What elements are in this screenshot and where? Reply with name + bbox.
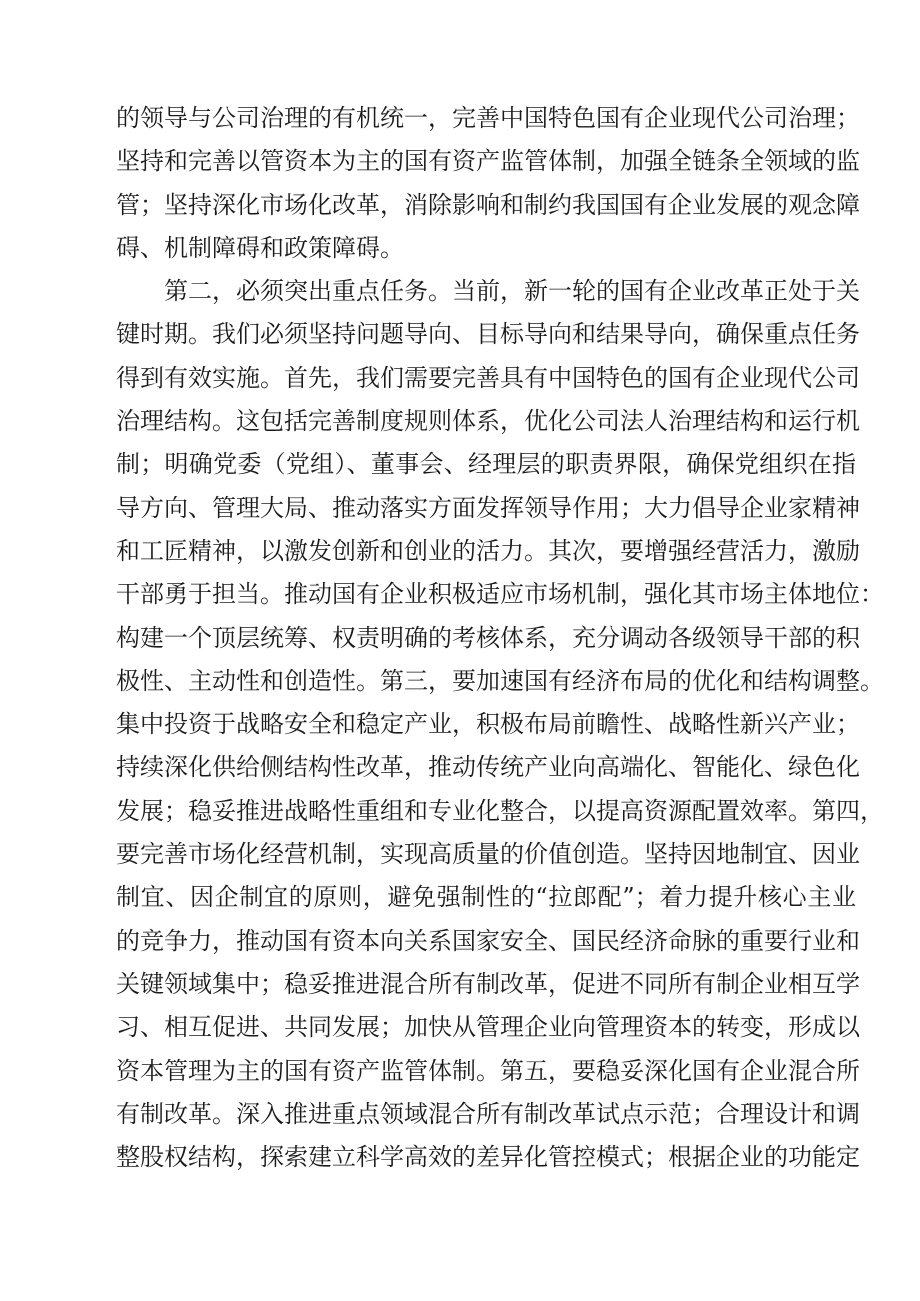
paragraph-start-line: 第二，必须突出重点任务。当前，新一轮的国有企业改革正处于关 (164, 277, 860, 306)
text-line: 集中投资于战略安全和稳定产业，积极布局前瞻性、战略性新兴产业； (116, 710, 860, 739)
text-line: 资本管理为主的国有资产监管体制。第五，要稳妥深化国有企业混合所 (116, 1056, 860, 1085)
text-line: 坚持和完善以管资本为主的国有资产监管体制，加强全链条全领域的监 (116, 147, 860, 176)
text-line: 整股权结构，探索建立科学高效的差异化管控模式；根据企业的功能定 (116, 1143, 860, 1172)
text-line: 极性、主动性和创造性。第三，要加速国有经济布局的优化和结构调整。 (116, 666, 884, 695)
text-line: 干部勇于担当。推动国有企业积极适应市场机制，强化其市场主体地位： (116, 580, 884, 609)
text-line: 的领导与公司治理的有机统一，完善中国特色国有企业现代公司治理； (116, 104, 860, 132)
text-line: 要完善市场化经营机制，实现高质量的价值创造。坚持因地制宜、因业 (116, 840, 860, 869)
text-line: 治理结构。这包括完善制度规则体系，优化公司法人治理结构和运行机 (116, 407, 860, 436)
text-line: 管；坚持深化市场化改革，消除影响和制约我国国有企业发展的观念障 (116, 190, 860, 219)
text-line: 持续深化供给侧结构性改革，推动传统产业向高端化、智能化、绿色化 (116, 753, 860, 782)
text-line: 关键领域集中；稳妥推进混合所有制改革，促进不同所有制企业相互学 (116, 969, 860, 998)
text-line: 得到有效实施。首先，我们需要完善具有中国特色的国有企业现代公司 (116, 363, 860, 392)
body-text (116, 97, 884, 1179)
text-line: 构建一个顶层统筹、权责明确的考核体系，充分调动各级领导干部的积 (116, 623, 860, 652)
text-line: 和工匠精神，以激发创新和创业的活力。其次，要增强经营活力，激励 (116, 536, 860, 565)
text-line: 的竞争力，推动国有资本向关系国家安全、国民经济命脉的重要行业和 (116, 926, 860, 955)
text-line: 发展；稳妥推进战略性重组和专业化整合，以提高资源配置效率。第四， (116, 796, 884, 825)
text-line: 有制改革。深入推进重点领域混合所有制改革试点示范；合理设计和调 (116, 1099, 860, 1128)
text-line: 碍、机制障碍和政策障碍。 (116, 233, 404, 262)
text-line: 导方向、管理大局、推动落实方面发挥领导作用；大力倡导企业家精神 (116, 493, 860, 522)
text-line: 制；明确党委（党组）、董事会、经理层的职责界限，确保党组织在指 (116, 450, 856, 479)
text-line: 习、相互促进、共同发展；加快从管理企业向管理资本的转变，形成以 (116, 1013, 860, 1042)
text-line: 制宜、因企制宜的原则，避免强制性的“拉郎配”；着力提升核心主业 (116, 883, 856, 912)
text-line: 键时期。我们必须坚持问题导向、目标导向和结果导向，确保重点任务 (116, 320, 860, 349)
